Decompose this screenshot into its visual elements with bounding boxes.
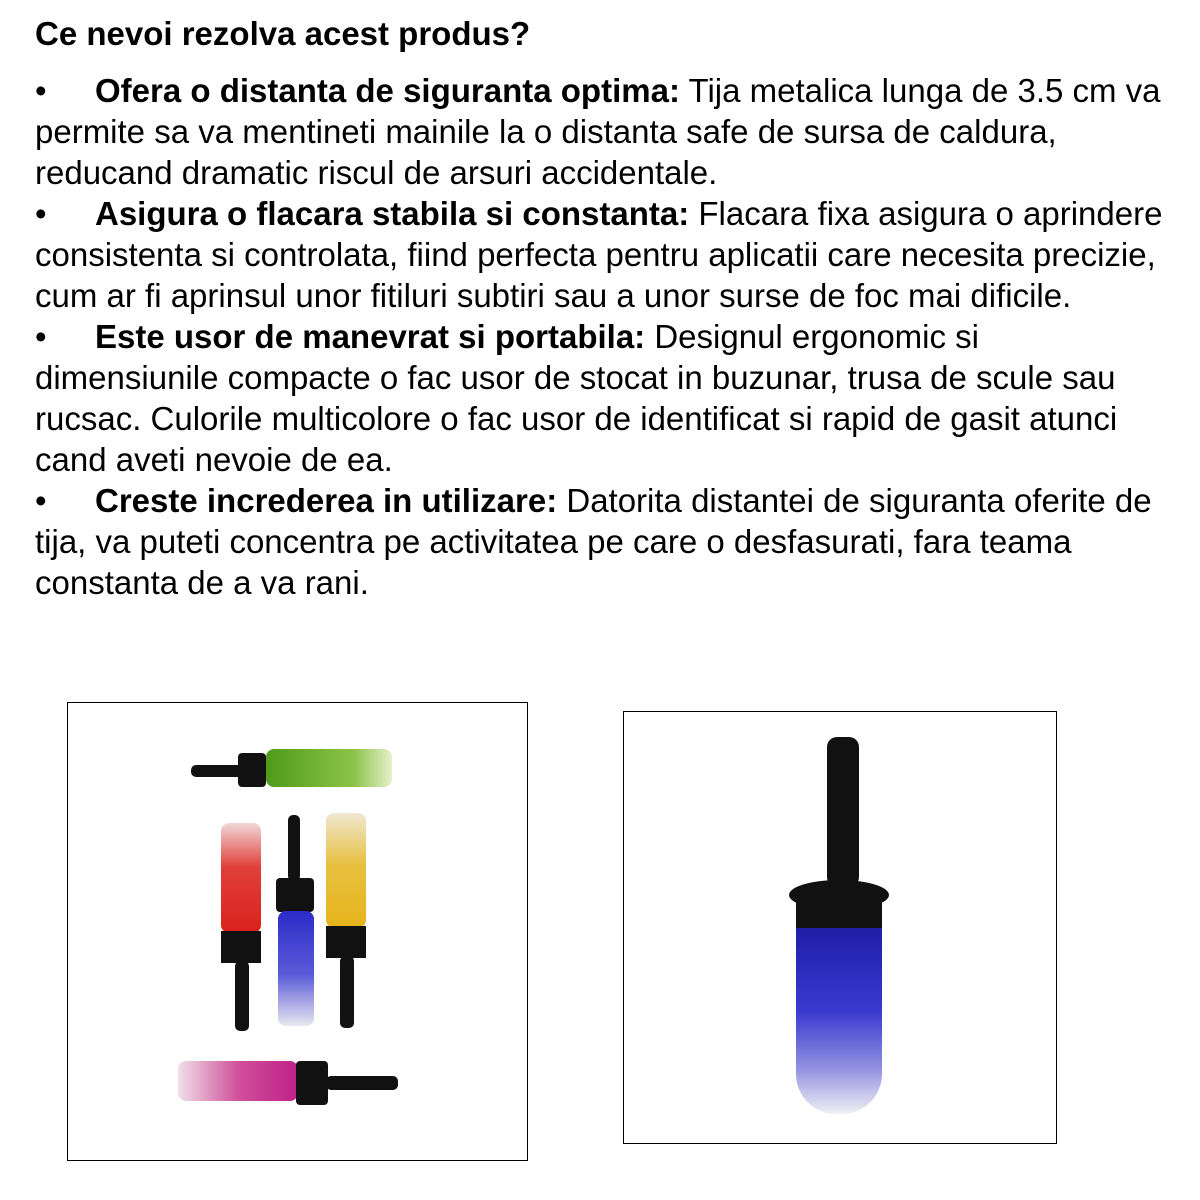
item-heading: Asigura o flacara stabila si constanta: (95, 195, 690, 232)
bullet-icon: • (35, 72, 47, 109)
item-heading: Ofera o distanta de siguranta optima: (95, 72, 680, 109)
bullet-list (35, 70, 1165, 603)
item-text: Datorita distantei de siguranta oferite de tija, va puteti concentra pe activitatea pe care o desfasurati, fara teama constanta de a va rani. (35, 482, 1152, 601)
item-text: Flacara fixa asigura o aprindere consistenta si controlata, fiind perfecta pentru aplicatii care necesita precizie, cum ar fi aprinsul unor fitiluri subtiri sau a unor surse de foc mai dificile. (35, 195, 1163, 314)
product-image-blue (623, 711, 1057, 1144)
page-title: Ce nevoi rezolva acest produs? (35, 15, 531, 52)
bullet-icon: • (35, 195, 47, 232)
list-item (35, 193, 1165, 316)
item-text: Designul ergonomic si dimensiunile compacte o fac usor de stocat in buzunar, trusa de scule sau rucsac. Culorile multicolore o fac usor de identificat si rapid de gasit atunci cand aveti nevoie de ea. (35, 318, 1118, 478)
list-item (35, 480, 1165, 603)
product-image-multicolor (67, 702, 528, 1161)
item-text: Tija metalica lunga de 3.5 cm va permite sa va mentineti mainile la o distanta safe de sursa de caldura, reducand dramatic riscul de arsuri accidentale. (35, 72, 1161, 191)
item-heading: Este usor de manevrat si portabila: (95, 318, 646, 355)
list-item (35, 316, 1165, 480)
bullet-icon: • (35, 318, 47, 355)
list-item (35, 70, 1165, 193)
bullet-icon: • (35, 482, 47, 519)
item-heading: Creste increderea in utilizare: (95, 482, 558, 519)
